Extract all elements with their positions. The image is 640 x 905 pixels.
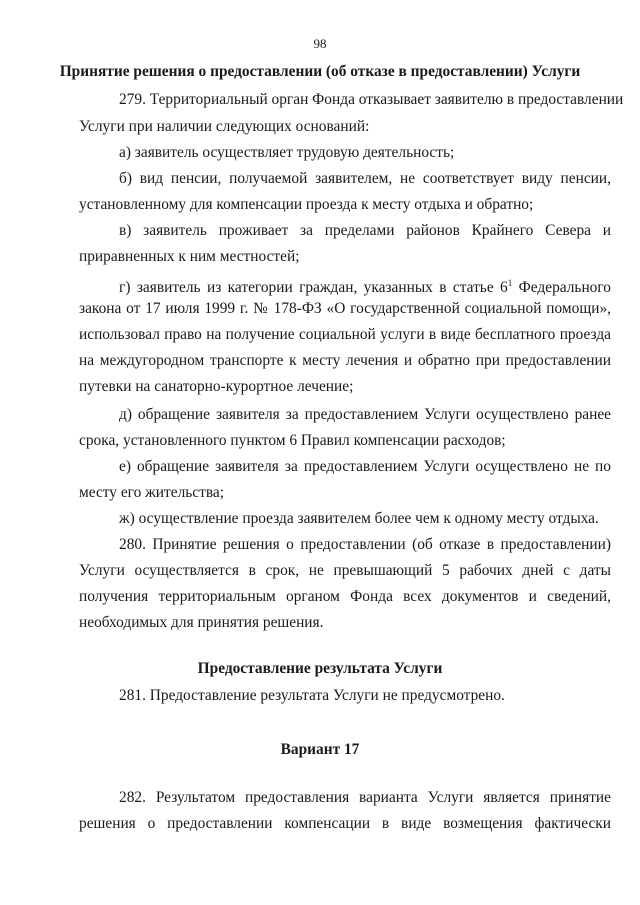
item-g-line-1 [119, 273, 611, 298]
item-zh: ж) осуществление проезда заявителем более чем к одному месту отдыха. [119, 510, 599, 527]
section-heading-result: Предоставление результата Услуги [197, 660, 443, 677]
item-e-line-2: месту его жительства; [79, 484, 225, 501]
item-b-line-2: установленному для компенсации проезда к месту отдыха и обратно; [79, 196, 534, 213]
paragraph-281: 281. Предоставление результата Услуги не предусмотрено. [119, 687, 505, 704]
paragraph-280-line-1: 280. Принятие решения о предоставлении (об отказе в предоставлении) [119, 536, 611, 553]
item-a: а) заявитель осуществляет трудовую деятельность; [119, 144, 455, 161]
section-heading-variant: Вариант 17 [280, 741, 360, 758]
item-v-line-1: в) заявитель проживает за пределами районов Крайнего Севера и [119, 222, 611, 239]
page-number: 98 [313, 36, 327, 51]
item-g-line-4: на междугородном транспорте к месту лечения и обратно при предоставлении [79, 352, 611, 369]
item-v-line-2: приравненных к ним местностей; [79, 248, 300, 265]
item-d-line-2: срока, установленного пунктом 6 Правил компенсации расходов; [79, 432, 506, 449]
item-b-line-1: б) вид пенсии, получаемой заявителем, не соответствует виду пенсии, [119, 170, 611, 187]
paragraph-279-line-1: 279. Территориальный орган Фонда отказывает заявителю в предоставлении [119, 91, 624, 108]
paragraph-279-line-2: Услуги при наличии следующих оснований: [79, 118, 370, 135]
paragraph-282-line-2: решения о предоставлении компенсации в виде возмещения фактически [79, 815, 611, 832]
item-g-line-1-tail: Федерального [512, 279, 612, 296]
paragraph-280-line-3: получения территориальным органом Фонда всех документов и сведений, [79, 588, 611, 605]
item-d-line-1: д) обращение заявителя за предоставлением Услуги осуществлено ранее [119, 406, 611, 423]
item-g-line-5: путевки на санаторно-курортное лечение; [79, 378, 354, 395]
paragraph-282-line-1: 282. Результатом предоставления варианта Услуги является принятие [119, 789, 611, 806]
item-e-line-1: е) обращение заявителя за предоставлением Услуги осуществлено не по [119, 458, 611, 475]
item-g-line-1-text: г) заявитель из категории граждан, указанных в статье 6 [119, 279, 508, 296]
footnote-superscript: 1 [507, 278, 513, 288]
paragraph-280-line-4: необходимых для принятия решения. [79, 614, 324, 631]
section-heading-decision: Принятие решения о предоставлении (об отказе в предоставлении) Услуги [59, 63, 581, 80]
item-g-line-3: использовал право на получение социальной услуги в виде бесплатного проезда [79, 326, 611, 343]
paragraph-280-line-2: Услуги осуществляется в срок, не превышающий 5 рабочих дней с даты [79, 562, 611, 579]
item-g-line-2: закона от 17 июля 1999 г. № 178-ФЗ «О государственной социальной помощи», [79, 300, 611, 317]
